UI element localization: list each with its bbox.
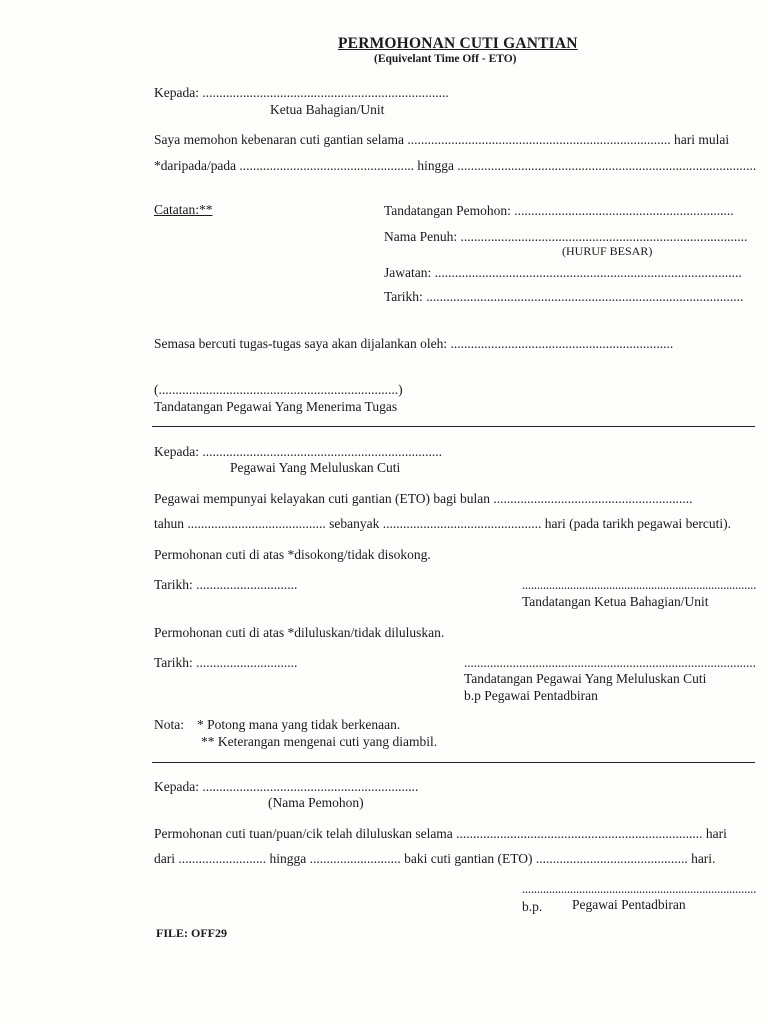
capitals-note: (HURUF BESAR)	[562, 244, 653, 258]
full-name-line: Nama Penuh: .....................................................................................	[384, 229, 748, 244]
request-line-1: Saya memohon kebenaran cuti gantian selama .............................................................................. hari mulai	[154, 132, 730, 147]
nota-label: Nota:	[154, 717, 184, 732]
date-line-2: Tarikh: ..............................	[154, 577, 298, 592]
approver-bp-label: b.p Pegawai Pentadbiran	[464, 688, 598, 703]
catatan-label: Catatan:**	[154, 202, 213, 217]
section-divider-2	[152, 762, 755, 763]
approver-signature-label: Tandatangan Pegawai Yang Meluluskan Cuti	[464, 671, 707, 686]
approve-line: Permohonan cuti di atas *diluluskan/tidak diluluskan.	[154, 625, 445, 640]
eligibility-line-2: tahun ......................................... sebanyak ............................................... hari (pada tarikh pegawai bercuti).	[154, 516, 732, 531]
nota-item-2: ** Keterangan mengenai cuti yang diambil.	[201, 734, 438, 749]
date-line: Tarikh: ..............................................................................................	[384, 289, 744, 304]
request-line-2: *daripada/pada .................................................... hingga .........................................................................................	[154, 158, 757, 173]
form-title: PERMOHONAN CUTI GANTIAN	[338, 35, 578, 52]
approved-line-2: dari .......................... hingga ........................... baki cuti gantian (ETO) ............................................. hari.	[154, 851, 716, 866]
support-line: Permohonan cuti di atas *disokong/tidak disokong.	[154, 547, 431, 562]
section-divider-1	[152, 426, 755, 427]
eligibility-line-1: Pegawai mempunyai kelayakan cuti gantian (ETO) bagi bulan ...........................................................	[154, 491, 693, 506]
admin-signature-dots: ..............................................................................	[522, 881, 757, 896]
head-signature-label: Tandatangan Ketua Bahagian/Unit	[522, 594, 709, 609]
head-signature-dots: ..............................................................................	[522, 577, 757, 592]
duties-bracket-line: (.......................................................................)	[154, 382, 403, 397]
kepada-sub-2: Pegawai Yang Meluluskan Cuti	[230, 460, 401, 475]
admin-signature-label: Pegawai Pentadbiran	[572, 897, 686, 912]
kepada-line-3: Kepada: ................................................................	[154, 779, 419, 794]
nota-item-1: * Potong mana yang tidak berkenaan.	[197, 717, 401, 732]
kepada-sub-1: Ketua Bahagian/Unit	[270, 102, 385, 117]
kepada-sub-3: (Nama Pemohon)	[268, 795, 364, 810]
kepada-line-1: Kepada: .........................................................................	[154, 85, 449, 100]
date-line-3: Tarikh: ..............................	[154, 655, 298, 670]
approved-line-1: Permohonan cuti tuan/puan/cik telah diluluskan selama ......................................................................... hari	[154, 826, 727, 841]
admin-bp: b.p.	[522, 899, 543, 914]
file-code: FILE: OFF29	[156, 926, 227, 940]
position-line: Jawatan: ...........................................................................................	[384, 265, 742, 280]
applicant-signature-line: Tandatangan Pemohon: .................................................................	[384, 203, 734, 218]
approver-signature-dots: ..........................................................................................	[464, 655, 756, 670]
duties-signature-label: Tandatangan Pegawai Yang Menerima Tugas	[154, 399, 398, 414]
kepada-line-2: Kepada: .......................................................................	[154, 444, 442, 459]
form-subtitle: (Equivelant Time Off - ETO)	[374, 53, 517, 65]
duties-line: Semasa bercuti tugas-tugas saya akan dijalankan oleh: ..................................................................	[154, 336, 674, 351]
